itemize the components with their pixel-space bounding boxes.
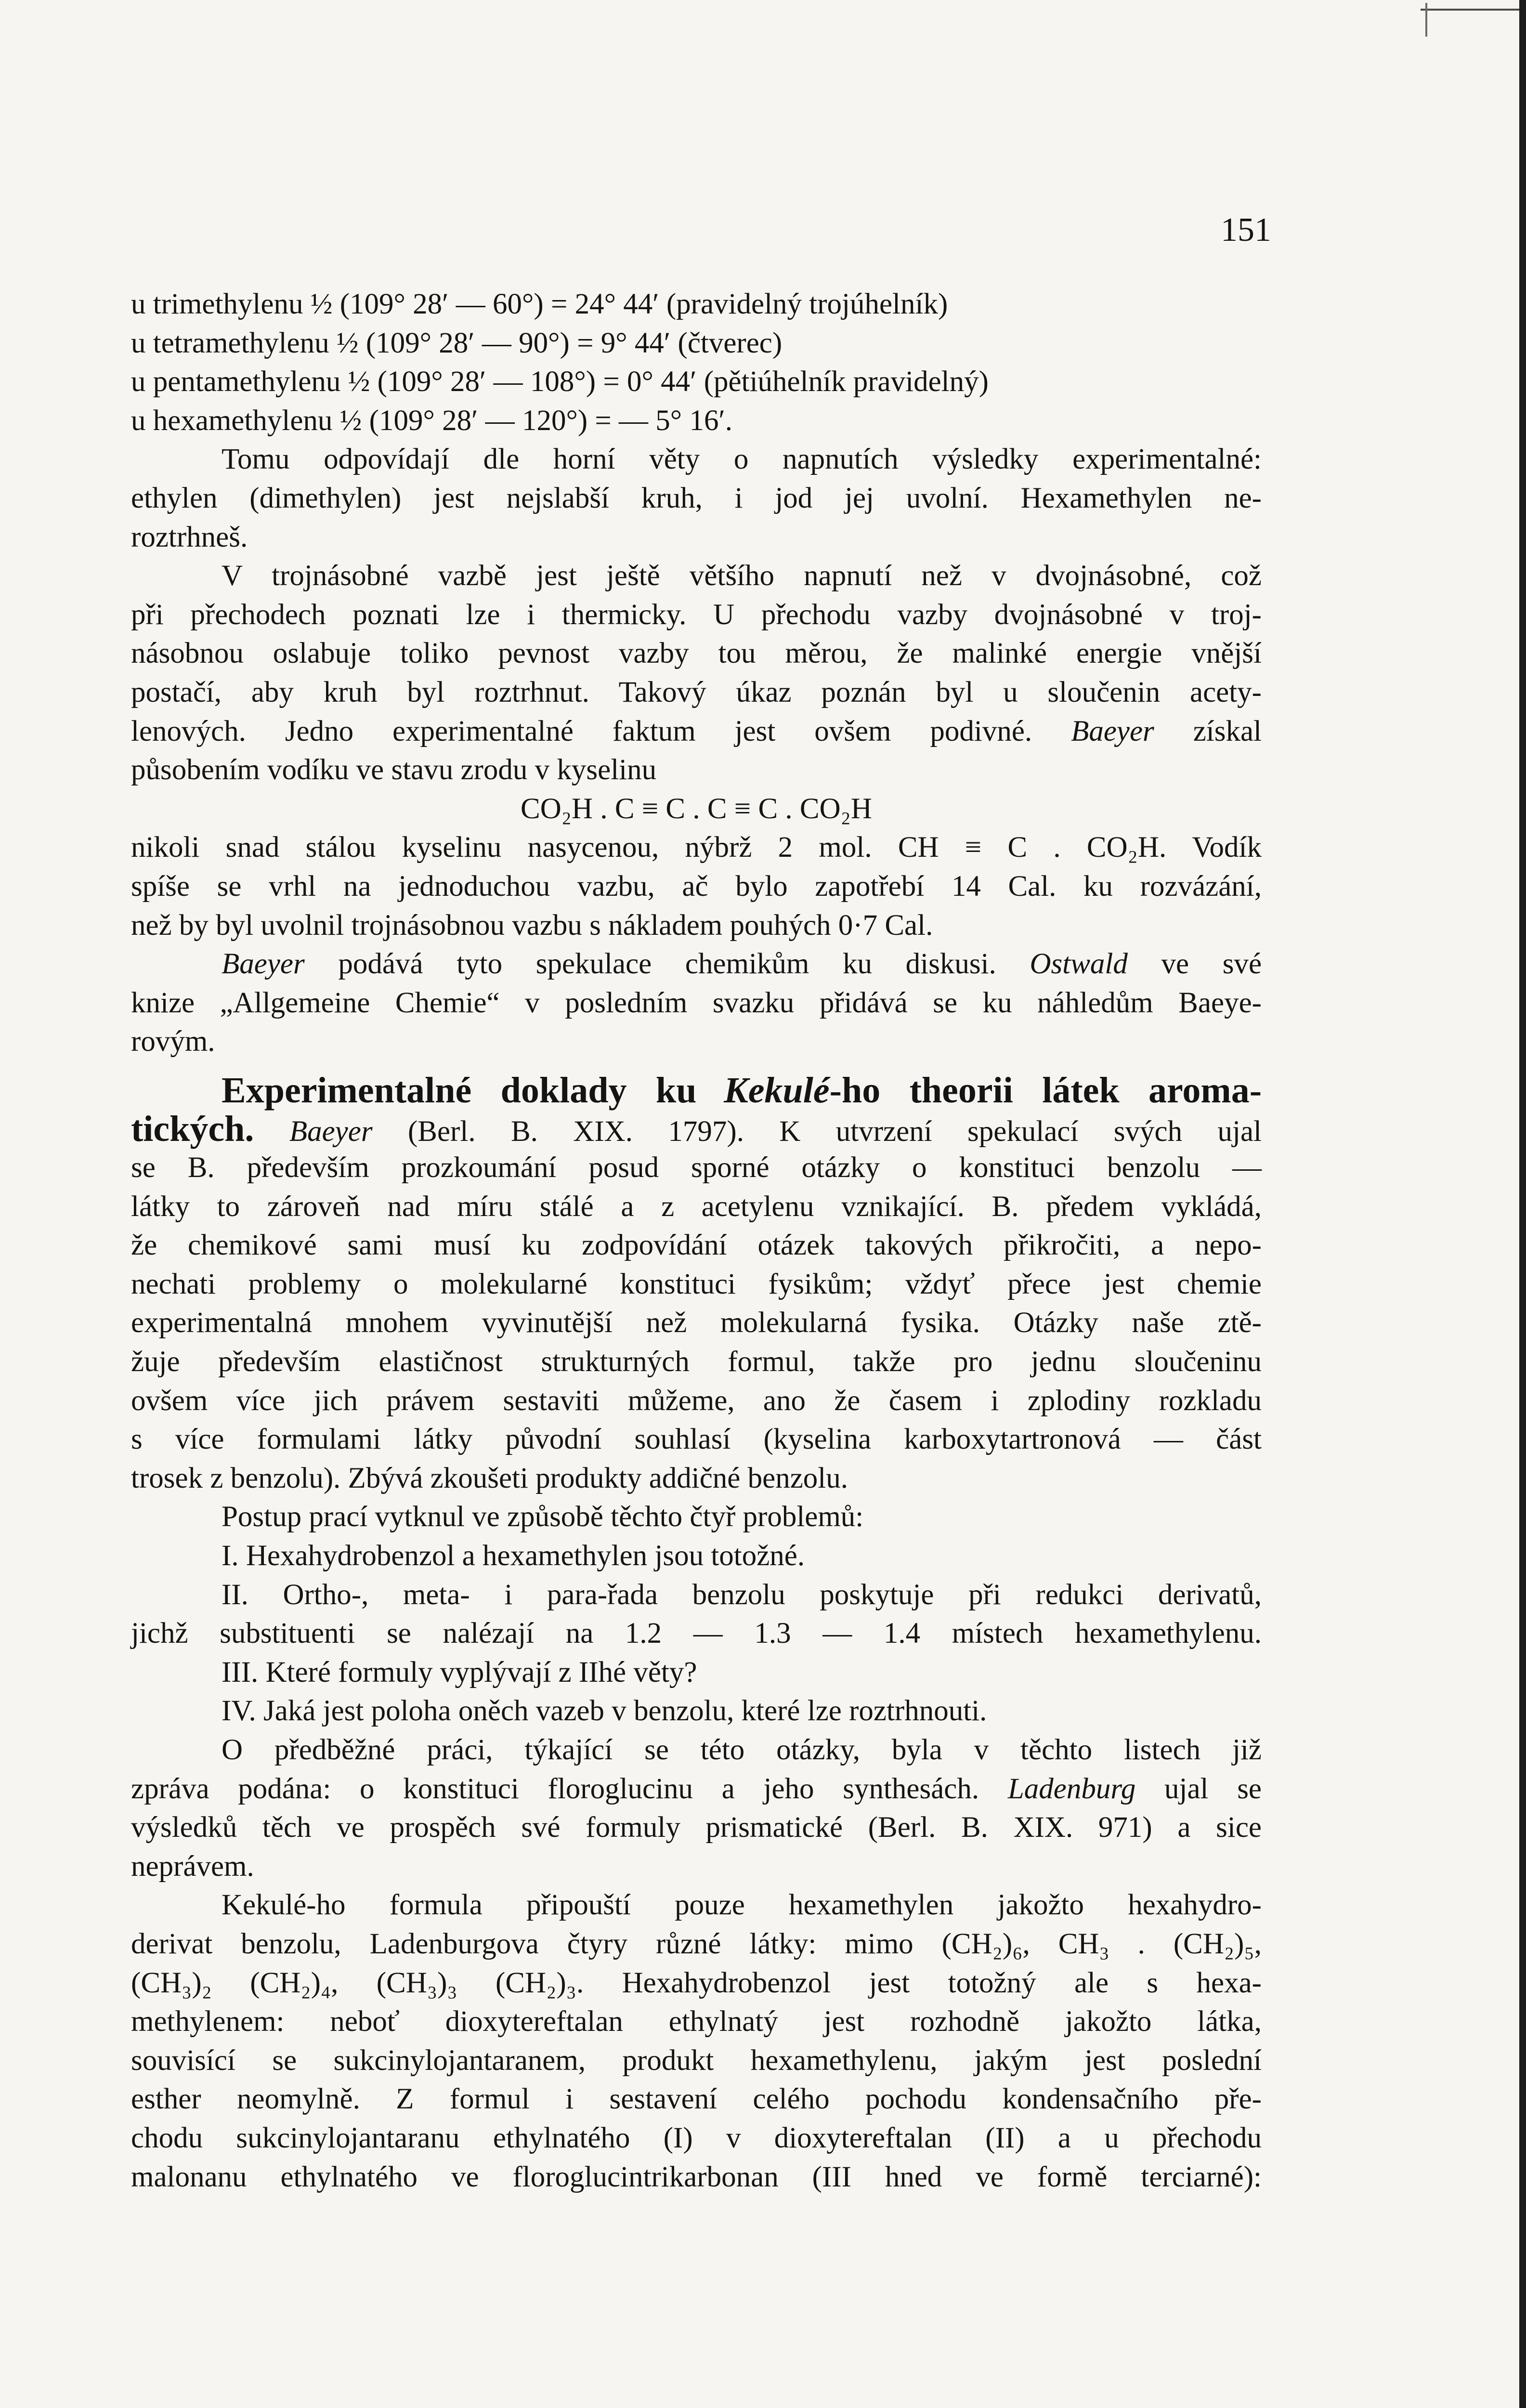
text-line <box>131 712 1262 751</box>
section-heading: -ho theorii látek aroma- <box>829 1070 1262 1111</box>
chemical-formula: CO₂H . C ≡ C . C ≡ C . CO₂H <box>521 792 872 825</box>
text-line: u trimethylenu ½ (109° 28′ — 60°) = 24° 44′ (pravidelný trojúhelník) <box>131 288 948 320</box>
text-segment: získal <box>1193 715 1262 747</box>
text-line: s více formulami látky původní souhlasí (kyselina karboxytartronová — část <box>131 1423 1262 1456</box>
text-line: chodu sukcinylojantaranu ethylnatého (I) v dioxytereftalan (II) a u přechodu <box>131 2121 1262 2154</box>
author-name: Baeyer <box>222 948 305 981</box>
author-name: Ladenburg <box>1007 1772 1136 1805</box>
text-line: (CH₃)₂ (CH₂)₄, (CH₃)₃ (CH₂)₃. Hexahydrobenzol jest totožný ale s hexa- <box>131 1966 1262 1999</box>
text-line: rovým. <box>131 1025 215 1058</box>
scan-edge-line <box>1421 9 1519 11</box>
scan-edge-shadow <box>1519 0 1526 2408</box>
text-segment: ve své <box>1161 948 1262 981</box>
text-line <box>131 1770 1262 1809</box>
text-segment: zpráva podána: o konstituci floroglucinu a jeho synthesách. <box>131 1772 979 1805</box>
text-line: při přechodech poznati lze i thermicky. U přechodu vazby dvojnásobné v troj- <box>131 598 1262 631</box>
text-line <box>131 945 1262 984</box>
author-name: Kekulé <box>724 1070 830 1111</box>
page-number: 151 <box>1221 211 1271 249</box>
text-line: žuje především elastičnost strukturných formul, takže pro jednu sloučeninu <box>131 1346 1262 1378</box>
text-segment: podává tyto spekulace chemikům ku diskusi. <box>338 948 996 981</box>
text-line: látky to zároveň nad míru stálé a z acetylenu vznikající. B. předem vykládá, <box>131 1190 1262 1223</box>
text-line: že chemikové sami musí ku zodpovídání otázek takových přikročiti, a nepo- <box>131 1229 1262 1262</box>
text-segment: lenových. Jedno experimentalné faktum jest ovšem podivné. <box>131 715 1032 747</box>
text-line: u tetramethylenu ½ (109° 28′ — 90°) = 9° 44′ (čtverec) <box>131 327 783 359</box>
problem-item: I. Hexahydrobenzol a hexamethylen jsou totožné. <box>222 1540 805 1572</box>
text-line: experimentalná mnohem vyvinutější než molekularná fysika. Otázky naše ztě- <box>131 1307 1262 1339</box>
text-line: malonanu ethylnatého ve floroglucintrikarbonan (III hned ve formě terciarné): <box>131 2160 1262 2193</box>
text-line: Tomu odpovídají dle horní věty o napnutích výsledky experimentalné: <box>222 443 1262 476</box>
section-heading-line <box>131 1071 1262 1110</box>
problem-item: IV. Jaká jest poloha oněch vazeb v benzolu, které lze roztrhnouti. <box>222 1695 987 1727</box>
text-line: methylenem: neboť dioxytereftalan ethylnatý jest rozhodně jakožto látka, <box>131 2005 1262 2038</box>
text-line: esther neomylně. Z formul i sestavení celého pochodu kondensačního pře- <box>131 2083 1262 2116</box>
text-line: než by byl uvolnil trojnásobnou vazbu s nákladem pouhých 0·7 Cal. <box>131 909 933 942</box>
text-line: O předběžné práci, týkající se této otázky, byla v těchto listech již <box>222 1733 1262 1766</box>
text-line: působením vodíku ve stavu zrodu v kyselinu <box>131 754 657 786</box>
section-heading: tických. <box>131 1109 254 1150</box>
text-line: u pentamethylenu ½ (109° 28′ — 108°) = 0° 44′ (pětiúhelník pravidelný) <box>131 366 989 398</box>
section-gap <box>131 1061 1262 1071</box>
problem-item: III. Které formuly vyplývají z IIhé věty? <box>222 1656 697 1688</box>
author-name: Baeyer <box>289 1115 373 1148</box>
text-line: derivat benzolu, Ladenburgova čtyry různé látky: mimo (CH₂)₆, CH₃ . (CH₂)₅, <box>131 1927 1262 1960</box>
problem-item: jichž substituenti se nalézají na 1.2 — 1.3 — 1.4 místech hexamethylenu. <box>131 1617 1262 1650</box>
body-text <box>131 285 1262 2197</box>
text-line: spíše se vrhl na jednoduchou vazbu, ač bylo zapotřebí 14 Cal. ku rozvázání, <box>131 870 1262 903</box>
text-line: u hexamethylenu ½ (109° 28′ — 120°) = — 5° 16′. <box>131 404 733 437</box>
text-line: ovšem více jich právem sestaviti můžeme, ano že časem i zplodiny rozkladu <box>131 1384 1262 1417</box>
text-line: nikoli snad stálou kyselinu nasycenou, nýbrž 2 mol. CH ≡ C . CO₂H. Vodík <box>131 831 1262 864</box>
text-line <box>131 1110 1262 1149</box>
text-line: výsledků těch ve prospěch své formuly prismatické (Berl. B. XIX. 971) a sice <box>131 1811 1262 1844</box>
text-segment: (Berl. B. XIX. 1797). K utvrzení spekulací svých ujal <box>407 1115 1262 1148</box>
text-line: postačí, aby kruh byl roztrhnut. Takový úkaz poznán byl u sloučenin acety- <box>131 676 1262 708</box>
text-line: nechati problemy o molekularné konstituci fysikům; vždyť přece jest chemie <box>131 1268 1262 1300</box>
section-heading: Experimentalné doklady ku <box>222 1070 697 1111</box>
author-name: Baeyer <box>1071 715 1154 747</box>
text-line: se B. především prozkoumání posud sporné otázky o konstituci benzolu — <box>131 1152 1262 1184</box>
text-line: Postup prací vytknul ve způsobě těchto čtyř problemů: <box>222 1501 864 1533</box>
problem-item: II. Ortho-, meta- i para-řada benzolu poskytuje při redukci derivatů, <box>222 1578 1262 1611</box>
text-line: neprávem. <box>131 1850 254 1883</box>
text-line: V trojnásobné vazbě jest ještě většího napnutí než v dvojnásobné, což <box>222 560 1262 592</box>
text-line: Kekulé-ho formula připouští pouze hexamethylen jakožto hexahydro- <box>222 1889 1262 1922</box>
text-line: knize „Allgemeine Chemie“ v posledním svazku přidává se ku náhledům Baeye- <box>131 986 1262 1019</box>
text-line: trosek z benzolu). Zbývá zkoušeti produkty addičné benzolu. <box>131 1462 848 1494</box>
author-name: Ostwald <box>1030 948 1128 981</box>
text-line: ethylen (dimethylen) jest nejslabší kruh, i jod jej uvolní. Hexamethylen ne- <box>131 482 1262 514</box>
text-line: násobnou oslabuje toliko pevnost vazby tou měrou, že malinké energie vnější <box>131 637 1262 670</box>
text-segment: ujal se <box>1164 1772 1262 1805</box>
text-line: souvisící se sukcinylojantaranem, produkt hexamethylenu, jakým jest poslední <box>131 2044 1262 2077</box>
text-line: roztrhneš. <box>131 521 248 553</box>
scan-edge-mark <box>1425 3 1427 37</box>
